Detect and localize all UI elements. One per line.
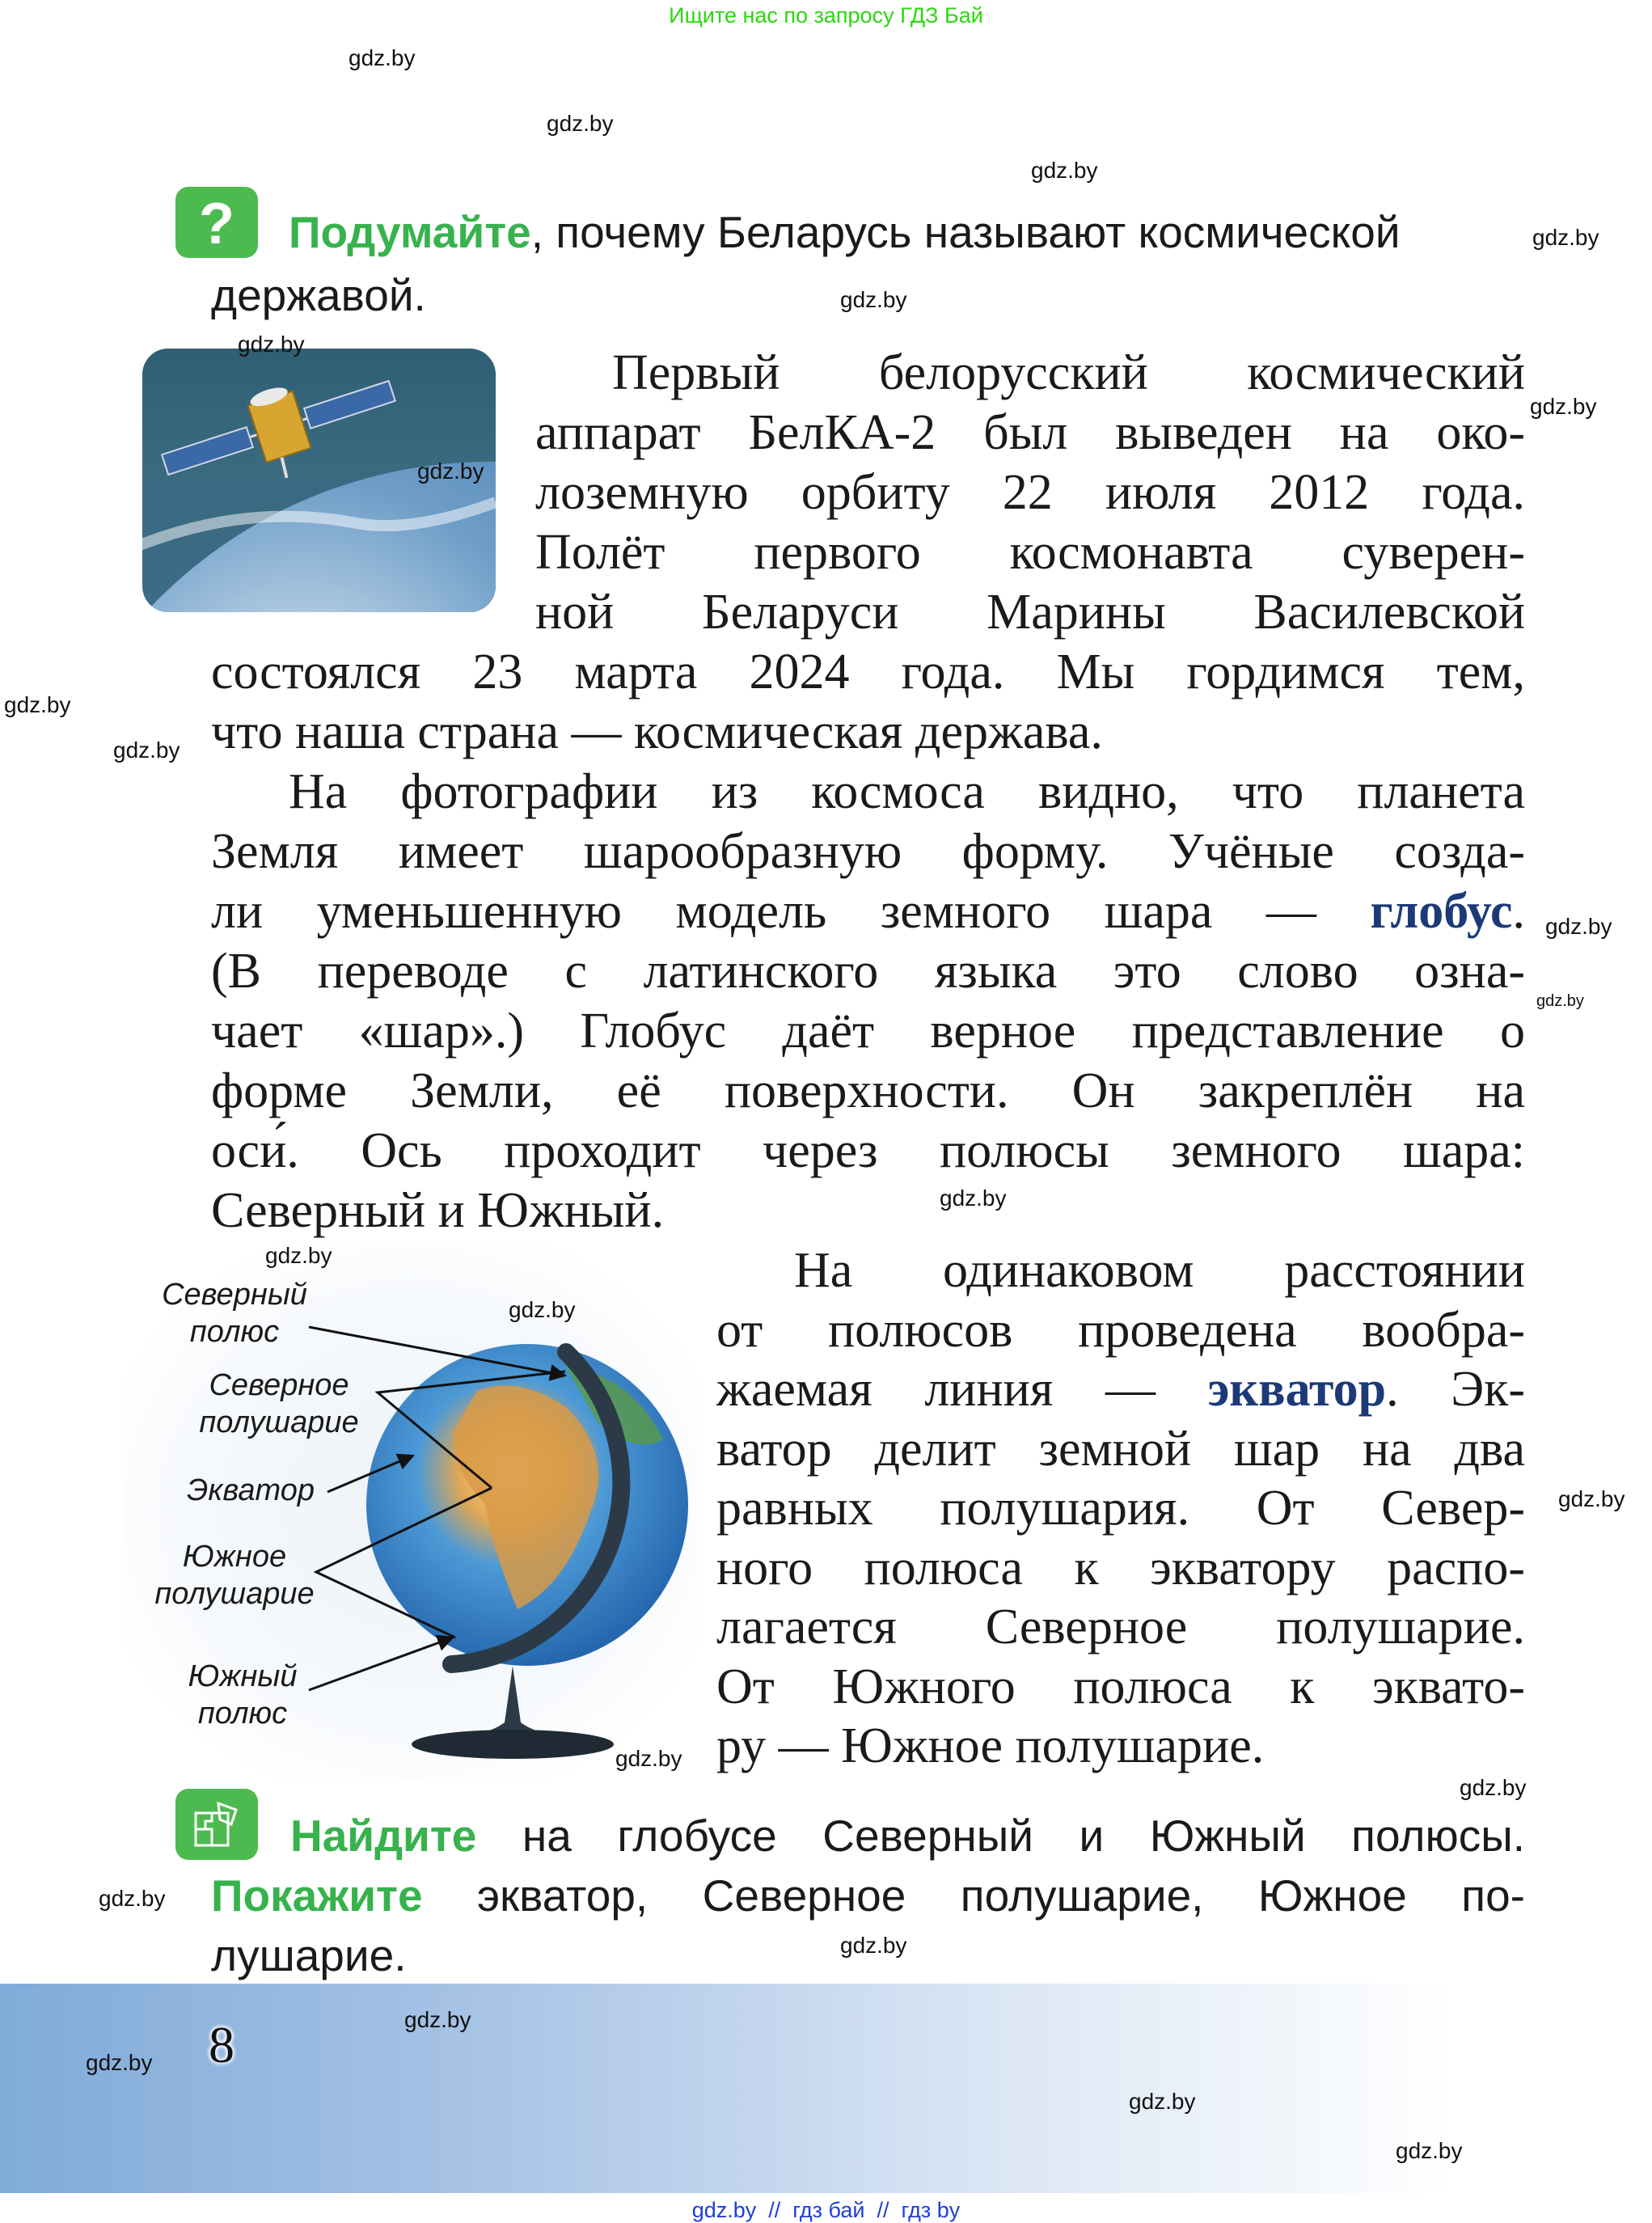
- label-south-pole: [174, 1658, 311, 1732]
- page-number: 8: [209, 2016, 234, 2073]
- globe-icon: [366, 1344, 688, 1759]
- text-segment: от полюсов проведена вообра-: [716, 1302, 1525, 1358]
- watermark: gdz.by: [940, 1185, 1007, 1211]
- watermark: gdz.by: [404, 2007, 471, 2032]
- text-segment: Полёт первого космонавта суверен-: [535, 525, 1525, 580]
- text-segment: чает «шар».) Глобус даёт верное представление о: [211, 1004, 1525, 1059]
- label-south-hemisphere: [137, 1538, 332, 1612]
- find-task-line: [290, 1806, 1525, 1866]
- text-segment: форме Земли, её поверхности. Он закреплён на: [211, 1063, 1525, 1118]
- label-equator: [174, 1472, 327, 1509]
- label-text: полюс: [197, 1697, 288, 1731]
- key-term: глобус: [1370, 884, 1513, 939]
- show-task-line: [211, 1866, 1525, 1925]
- text-segment: ватор делит земной шар на два: [716, 1421, 1525, 1477]
- watermark: gdz.by: [417, 459, 484, 484]
- label-text: Экватор: [187, 1473, 315, 1507]
- label-north-hemisphere: [182, 1367, 376, 1441]
- watermark: gdz.by: [238, 332, 305, 357]
- text-segment: лагается Северное полушарие.: [716, 1600, 1525, 1655]
- watermark: gdz.by: [1460, 1775, 1527, 1800]
- text-segment: ной Беларуси Марины Василевской: [535, 585, 1525, 640]
- text-segment: экватор, Северное полушарие, Южное по-: [422, 1870, 1525, 1921]
- watermark: gdz.by: [265, 1243, 332, 1268]
- text-segment: оси́. Ось проходит через полюсы земного шара:: [211, 1123, 1525, 1178]
- text-segment: аппарат БелКА-2 был выведен на око-: [535, 405, 1525, 460]
- watermark: gdz.by: [1536, 992, 1584, 1010]
- label-text: Южный: [188, 1659, 298, 1693]
- watermark: gdz.by: [1129, 2089, 1196, 2114]
- watermark: gdz.by: [615, 1746, 682, 1771]
- label-text: Северный: [162, 1278, 307, 1312]
- watermark: gdz.by: [113, 737, 180, 763]
- text-segment: (В переводе с латинского языка это слово озна-: [211, 944, 1525, 999]
- text-segment: .: [1512, 884, 1525, 939]
- text-segment: От Южного полюса к эквато-: [716, 1659, 1525, 1714]
- text-segment: Первый белорусский космический: [612, 345, 1525, 400]
- text-segment: На фотографии из космоса видно, что планета: [289, 764, 1525, 819]
- watermark: gdz.by: [1532, 225, 1599, 250]
- show-task-line: лушарие.: [211, 1930, 407, 1980]
- text-segment: Земля имеет шарообразную форму. Учёные созда-: [211, 824, 1525, 879]
- text-segment: ли уменьшенную модель земного шара —: [211, 884, 1371, 939]
- watermark: gdz.by: [547, 111, 614, 136]
- watermark: gdz.by: [509, 1297, 576, 1322]
- text-segment: что наша страна — космическая держава.: [211, 704, 1103, 759]
- footer-links[interactable]: gdz.by // гдз бай // гдз by: [691, 2198, 961, 2222]
- text-segment: лоземную орбиту 22 июля 2012 года.: [535, 465, 1525, 520]
- label-text: Южное: [182, 1540, 287, 1574]
- watermark: gdz.by: [840, 1933, 907, 1958]
- text-segment: ного полюса к экватору распо-: [716, 1540, 1525, 1595]
- action-word: Найдите: [290, 1811, 477, 1861]
- think-task-line: державой.: [211, 270, 426, 320]
- text-segment: жаемая линия —: [716, 1362, 1208, 1417]
- search-hint: Ищите нас по запросу ГДЗ Бай: [669, 3, 983, 27]
- text-segment: На одинаковом расстоянии: [794, 1243, 1525, 1298]
- label-text: полюс: [189, 1315, 280, 1349]
- label-north-pole: [146, 1276, 323, 1350]
- label-text: полушарие: [199, 1405, 359, 1439]
- action-word: Подумайте: [289, 207, 531, 257]
- text-segment: Северный и Южный.: [211, 1183, 665, 1238]
- label-text: Северное: [209, 1368, 349, 1402]
- svg-text:?: ?: [199, 192, 234, 253]
- watermark: gdz.by: [1545, 914, 1612, 939]
- text-segment: , почему Беларусь называют космической: [530, 207, 1401, 257]
- watermark: gdz.by: [1530, 394, 1597, 419]
- watermark: gdz.by: [4, 692, 71, 717]
- watermark: gdz.by: [1558, 1486, 1625, 1511]
- watermark: gdz.by: [840, 287, 907, 312]
- text-segment: ру — Южное полушарие.: [716, 1718, 1265, 1773]
- watermark: gdz.by: [1031, 158, 1098, 183]
- watermark: gdz.by: [1396, 2138, 1463, 2163]
- text-segment: . Эк-: [1386, 1362, 1525, 1417]
- text-segment: на глобусе Северный и Южный полюсы.: [476, 1811, 1525, 1861]
- action-word: Покажите: [211, 1870, 423, 1921]
- text-segment: равных полушария. От Север-: [716, 1481, 1525, 1536]
- key-term: экватор: [1207, 1362, 1387, 1417]
- watermark: gdz.by: [99, 1886, 166, 1911]
- label-text: полушарие: [154, 1577, 315, 1611]
- watermark: gdz.by: [349, 45, 416, 70]
- text-segment: состоялся 23 марта 2024 года. Мы гордимся тем,: [211, 645, 1525, 699]
- watermark: gdz.by: [86, 2050, 153, 2075]
- puzzle-icon: [175, 1789, 258, 1860]
